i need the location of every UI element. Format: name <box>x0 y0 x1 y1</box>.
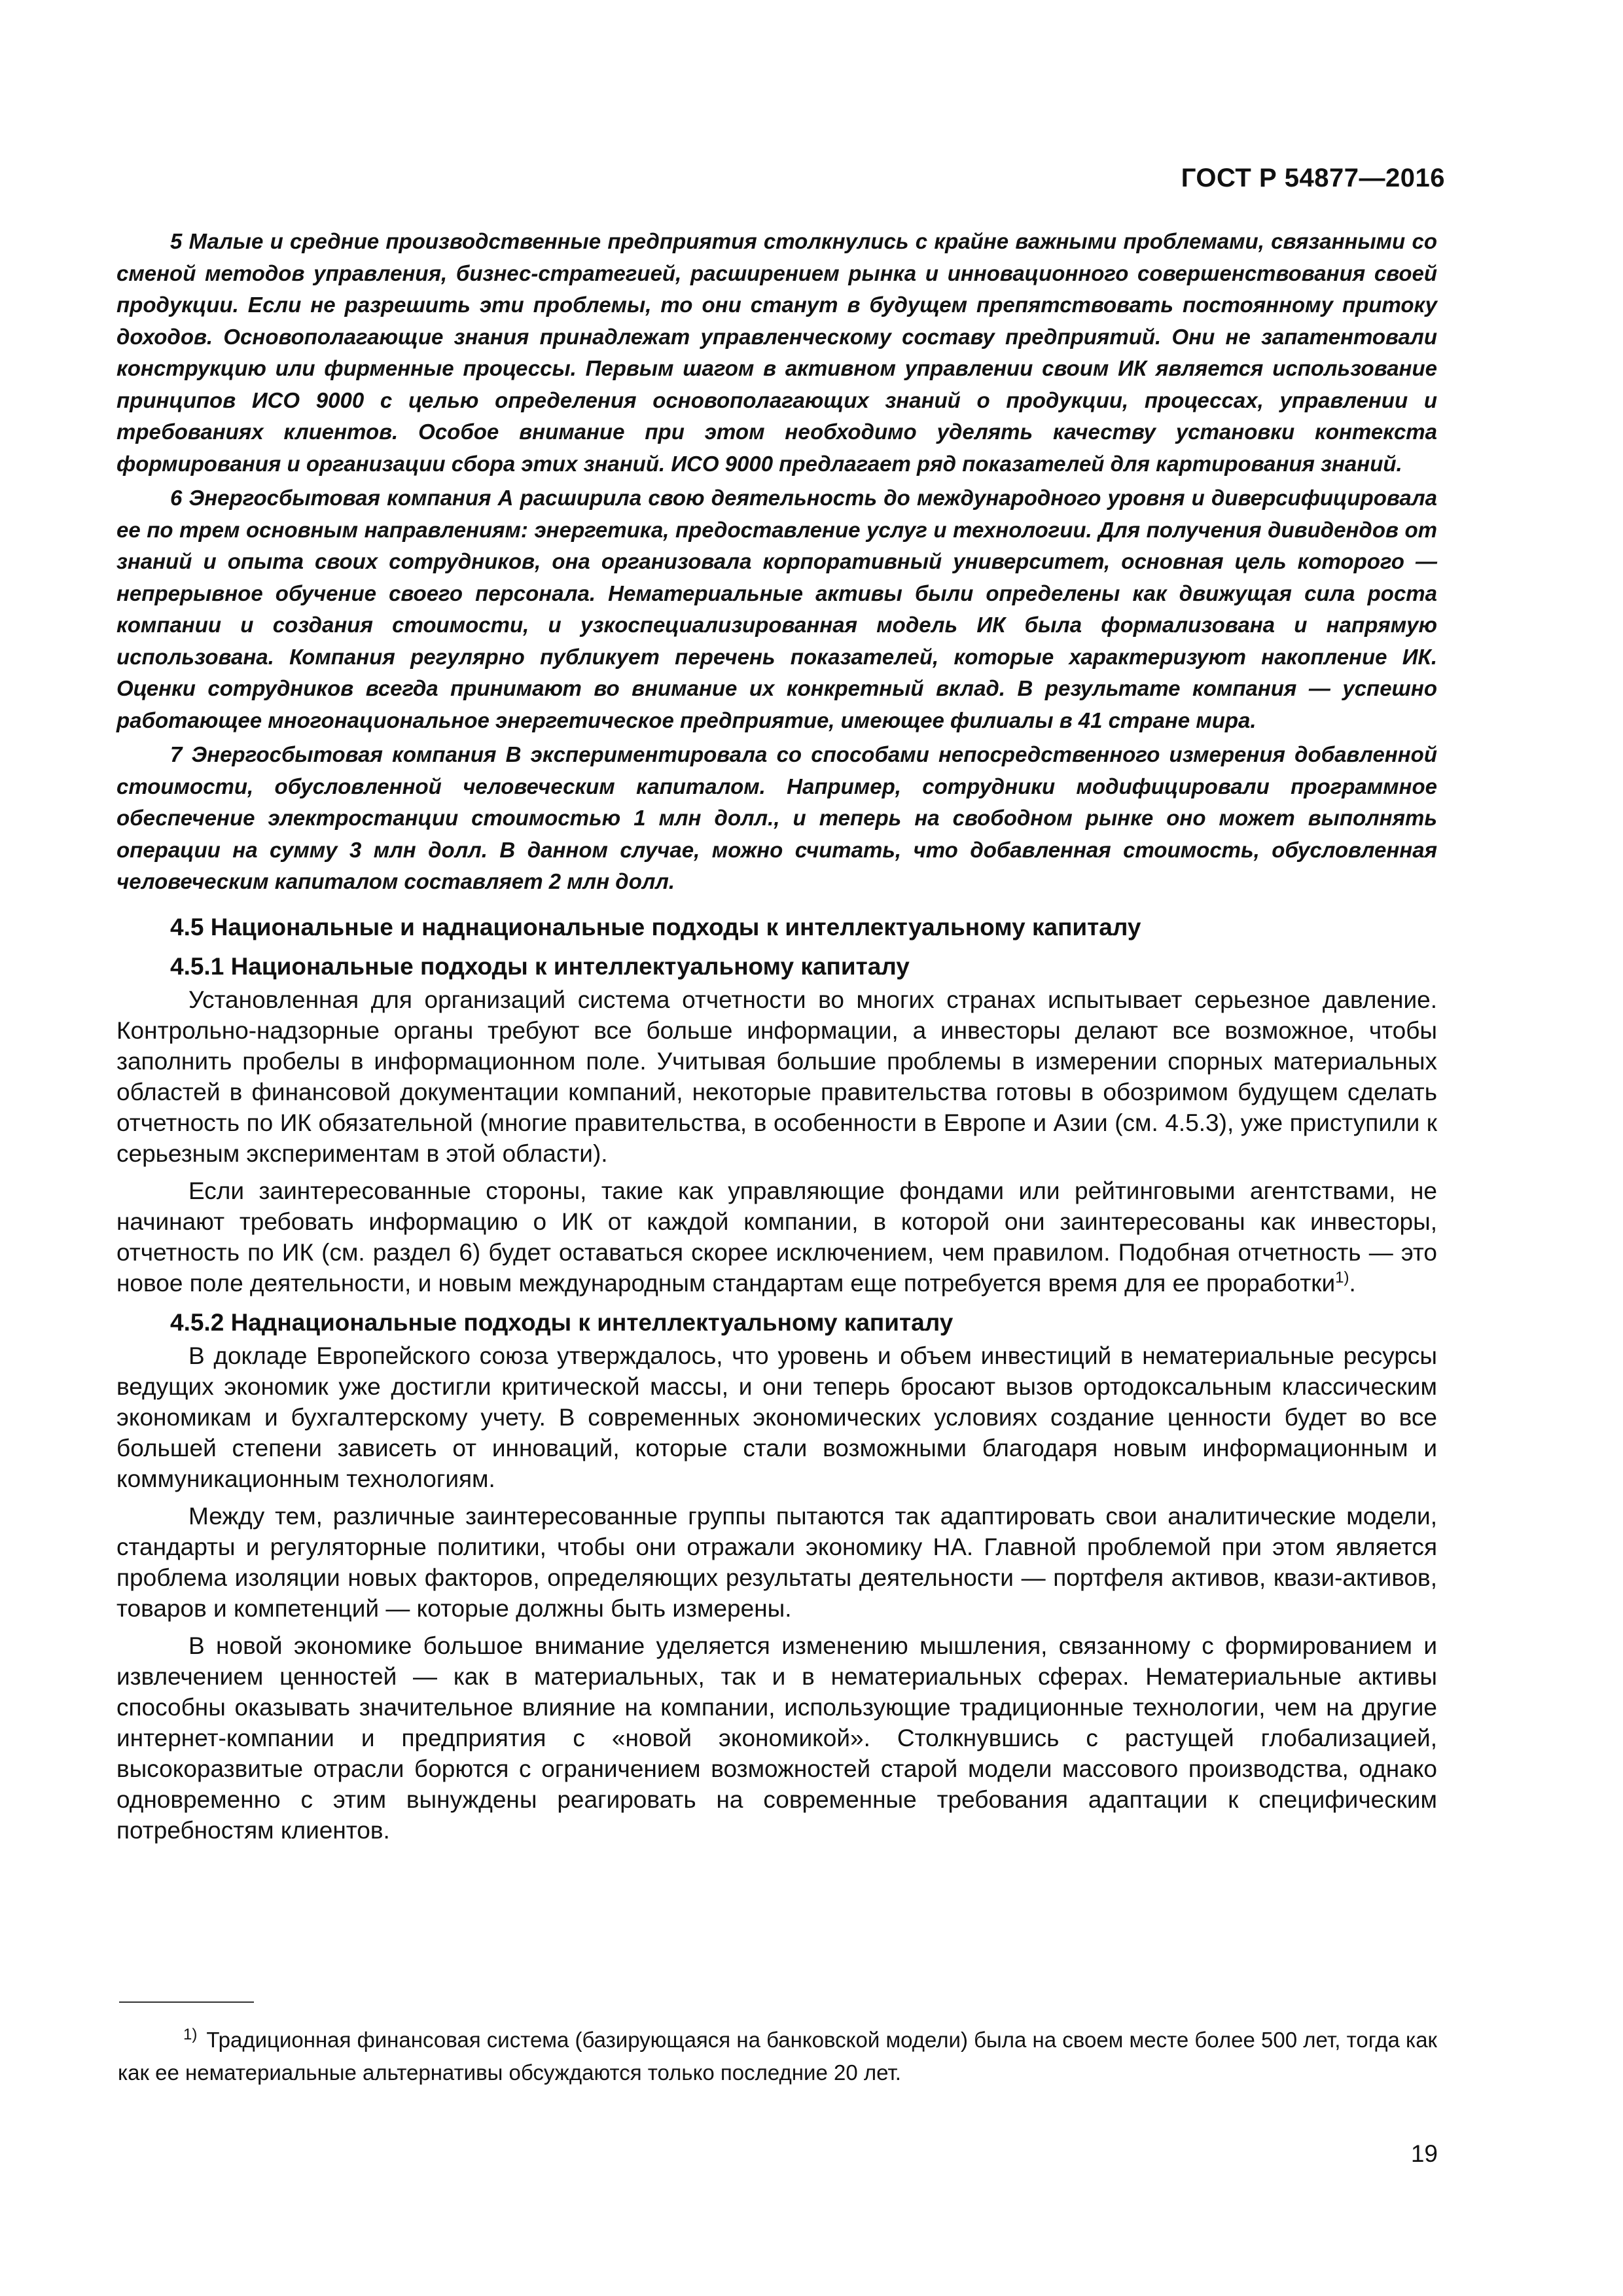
paragraph-end: . <box>1349 1269 1356 1297</box>
paragraph-with-footnote <box>116 1175 1437 1299</box>
paragraph-text: Если заинтересованные стороны, такие как управляющие фондами или рейтинговыми агентствами, не начинают требовать информацию о ИК от каждой компании, в которой они заинтересованы как инвесторы, отчетность по ИК (см. раздел 6) будет оставаться скорее исключением, чем правилом. Подобная отчетность — это новое поле деятельности, и новым международным стандартам еще потребуется время для ее проработки <box>116 1177 1437 1297</box>
footnote-divider <box>119 2001 254 2003</box>
section-4-5-1-heading: 4.5.1 Национальные подходы к интеллектуальному капиталу <box>170 952 910 980</box>
footnote-reference: 1) <box>1335 1268 1349 1287</box>
example-6: 6 Энергосбытовая компания А расширила свою деятельность до международного уровня и диверсифицировала ее по трем основным направлениям: энергетика, предоставление услуг и технологии. Для получения дивидендов от знаний и опыта своих сотрудников, она организовала корпоративный университет, основная цель которого — непрерывное обучение своего персонала. Нематериальные активы были определены как движущая сила роста компании и создания стоимости, и узкоспециализированная модель ИК была формализована и напрямую использована. Компания регулярно публикует перечень показателей, которые характеризуют накопление ИК. Оценки сотрудников всегда принимают во внимание их конкретный вклад. В результате компания — успешно работающее многонациональное энергетическое предприятие, имеющее филиалы в 41 стране мира. <box>116 486 1437 732</box>
footnote-marker: 1) <box>183 2026 198 2043</box>
example-7: 7 Энергосбытовая компания В экспериментировала со способами непосредственного измерения добавленной стоимости, обусловленной человеческим капиталом. Например, сотрудники модифицировали программное обеспечение электростанции стоимостью 1 млн долл., и теперь на свободном рынке оно может выполнять операции на сумму 3 млн долл. В данном случае, можно считать, что добавленная стоимость, обусловленная человеческим капиталом составляет 2 млн долл. <box>116 742 1437 893</box>
document-code: ГОСТ Р 54877—2016 <box>1181 164 1445 192</box>
footnote-text: Традиционная финансовая система (базирующаяся на банковской модели) была на своем месте более 500 лет, тогда как как ее нематериальные альтернативы обсуждаются только последние 20 лет. <box>118 2028 1437 2085</box>
paragraph: Установленная для организаций система отчетности во многих странах испытывает серьезное давление. Контрольно-надзорные органы требуют все больше информации, а инвесторы делают все возможное, чтобы заполнить пробелы в информационном поле. Учитывая большие проблемы в измерении спорных материальных областей в финансовой документации компаний, некоторые правительства готовы в обозримом будущем сделать отчетность по ИК обязательной (многие правительства, в особенности в Европе и Азии (см. 4.5.3), уже приступили к серьезным экспериментам в этой области). <box>116 986 1437 1167</box>
paragraph: В докладе Европейского союза утверждалось, что уровень и объем инвестиций в нематериальные ресурсы ведущих экономик уже достигли критической массы, и они теперь бросают вызов ортодоксальным классическим экономикам и бухгалтерскому учету. В современных экономических условиях создание ценности будет во все большей степени зависеть от инноваций, которые стали возможными благодаря новым информационным и коммуникационным технологиям. <box>116 1342 1437 1492</box>
paragraph: В новой экономике большое внимание уделяется изменению мышления, связанному с формированием и извлечением ценностей — как в материальных, так и в нематериальных сферах. Нематериальные активы способны оказывать значительное влияние на компании, использующие традиционные технологии, чем на другие интернет-компании и предприятия с «новой экономикой». Столкнувшись с растущей глобализацией, высокоразвитые отрасли борются с ограничением возможностей старой модели массового производства, однако одновременно с этим вынуждены реагировать на современные требования адаптации к специфическим потребностям клиентов. <box>116 1632 1437 1844</box>
page-content <box>116 226 1437 1852</box>
paragraph: Между тем, различные заинтересованные группы пытаются так адаптировать свои аналитические модели, стандарты и регуляторные политики, чтобы они отражали экономику НА. Главной проблемой при этом является проблема изоляции новых факторов, определяющих результаты деятельности — портфеля активов, квази-активов, товаров и компетенций — которые должны быть измерены. <box>116 1502 1437 1622</box>
footnote <box>118 2024 1437 2089</box>
example-5: 5 Малые и средние производственные предприятия столкнулись с крайне важными проблемами, связанными со сменой методов управления, бизнес-стратегией, расширением рынка и инновационного совершенствования своей продукции. Если не разрешить эти проблемы, то они станут в будущем препятствовать постоянному притоку доходов. Основополагающие знания принадлежат управленческому составу предприятий. Они не запатентовали конструкцию или фирменные процессы. Первым шагом в активном управлении своим ИК является использование принципов ИСО 9000 с целью определения основополагающих знаний о продукции, процессах, управлении и требованиях клиентов. Особое внимание при этом необходимо уделять качеству установки контекста формирования и организации сбора этих знаний. ИСО 9000 предлагает ряд показателей для картирования знаний. <box>116 229 1437 476</box>
page-number: 19 <box>1410 2140 1438 2167</box>
section-4-5-heading: 4.5 Национальные и наднациональные подходы к интеллектуальному капиталу <box>170 913 1141 941</box>
section-4-5-2-heading: 4.5.2 Наднациональные подходы к интеллектуальному капиталу <box>170 1308 954 1336</box>
